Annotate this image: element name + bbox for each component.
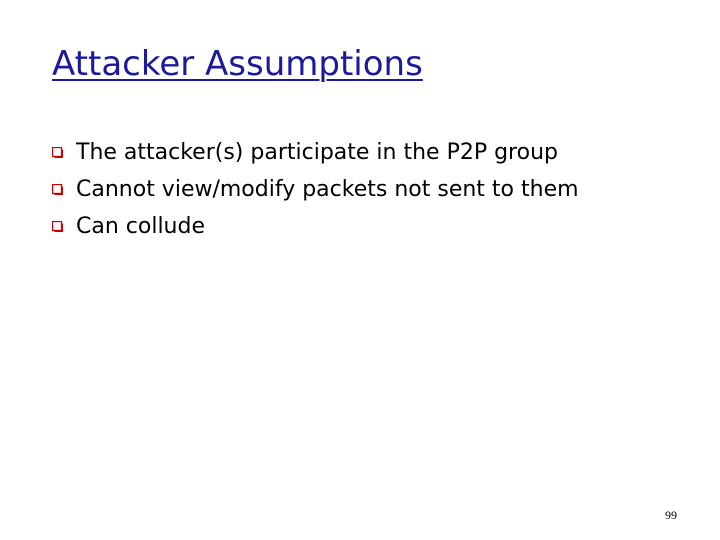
page-number: 99	[665, 508, 677, 522]
bullet-text: The attacker(s) participate in the P2P group	[76, 140, 558, 165]
bullet-item	[52, 208, 612, 245]
checkbox-bullet-icon	[52, 184, 63, 195]
slide-title: Attacker Assumptions	[52, 44, 423, 84]
bullet-text: Can collude	[76, 214, 206, 239]
checkbox-bullet-icon	[52, 221, 63, 232]
bullet-item	[52, 134, 612, 171]
checkbox-bullet-icon	[52, 147, 63, 158]
bullet-text: Cannot view/modify packets not sent to them	[76, 177, 579, 202]
bullet-list	[52, 134, 612, 245]
bullet-item	[52, 171, 612, 208]
